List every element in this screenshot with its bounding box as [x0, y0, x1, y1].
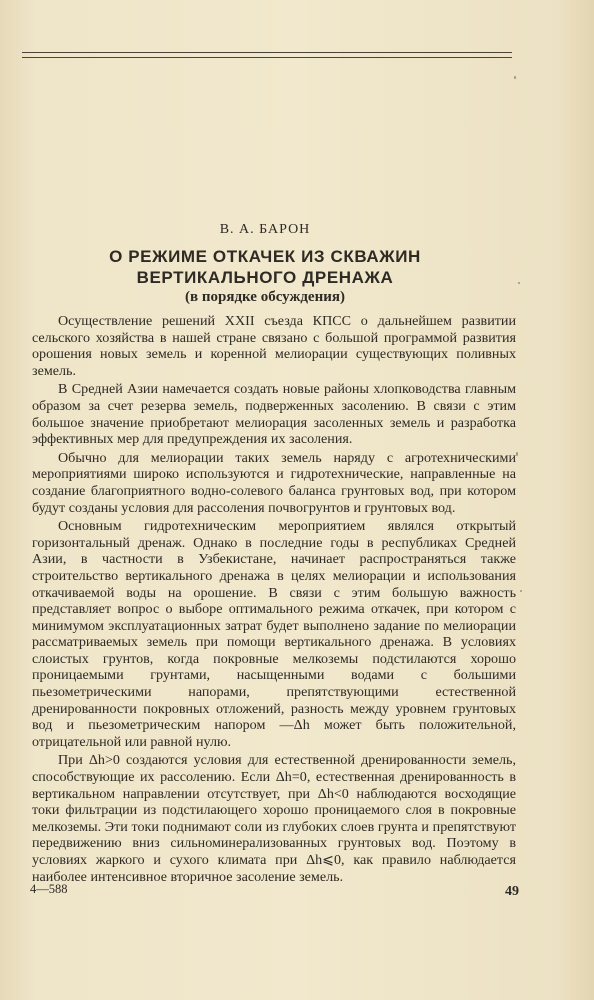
paragraph: В Средней Азии намечается создать новые районы хлопководства главным образом за счет резерва земель, подверженных засолению. В связи с этим большое значение приобретают мелиорация засоленных земель и разработка эффективных мер для предупреждения их засоления.: [32, 381, 516, 448]
page-number: 49: [505, 884, 519, 899]
article-title: [0, 246, 530, 288]
paper-speck: [518, 282, 520, 284]
printer-signature: 4—588: [30, 882, 68, 896]
paper-speck: [520, 590, 522, 592]
paragraph: При Δh>0 создаются условия для естественной дренированности земель, способствующие их рассолению. Если Δh=0, естественная дренированность в вертикальном направлении отсутствует, при Δh<0 наблюдаются восходящие токи фильтрации из подстилающего хорошо проницаемого слоя в покровные мелкоземы. Эти токи поднимают соли из глубоких слоев грунта и препятствуют передвижению вниз сильноминерализованных грунтовых вод. Поэтому в условиях жаркого и сухого климата при Δh⩽0, как правило наблюдается наиболее интенсивное вторичное засоление земель.: [32, 752, 516, 885]
paper-speck: [516, 452, 518, 456]
paragraph: Осуществление решений XXII съезда КПСС о дальнейшем развитии сельского хозяйства в нашей стране связано с большой программой развития орошения новых земель и коренной мелиорации существующих поливных земель.: [32, 313, 516, 379]
paper-speck: [514, 76, 516, 79]
title-line-2: ВЕРТИКАЛЬНОГО ДРЕНАЖА: [136, 268, 394, 287]
top-rule: [22, 52, 512, 53]
article-subtitle: (в порядке обсуждения): [185, 289, 345, 305]
paragraph: Обычно для мелиорации таких земель наряду с агротехническими мероприятиями широко используются и гидротехнические, направленные на создание благоприятного водно-солевого баланса грунтовых вод, при котором будут созданы условия для рассоления почвогрунтов и грунтовых вод.: [32, 449, 516, 516]
title-line-1: О РЕЖИМЕ ОТКАЧЕК ИЗ СКВАЖИН: [109, 247, 421, 266]
paragraph: Основным гидротехническим мероприятием являлся открытый горизонтальный дренаж. Однако в последние годы в республиках Средней Азии, в частности в Узбекистане, начинает распространяться также строительство вертикального дренажа в целях мелиорации и использования откачиваемой воды на орошение. В связи с этим большую важность представляет вопрос о выборе оптимального режима откачек, при котором с минимумом эксплуатационных затрат будет выполнено задание по мелиорации рассматриваемых земель при помощи вертикального дренажа. В условиях слоистых грунтов, когда покровные мелкоземы подстилаются хорошо проницаемыми грунтами, насыщенными водами с большими пьезометрическими напорами, препятствующими естественной дренированности покровных отложений, разность между уровнем грунтовых вод и пьезометрическим напором —Δh может быть положительной, отрицательной или равной нулю.: [32, 518, 516, 750]
article-body: [32, 313, 516, 887]
author-name: В. А. БАРОН: [219, 222, 311, 237]
top-rule-double: [22, 57, 512, 58]
